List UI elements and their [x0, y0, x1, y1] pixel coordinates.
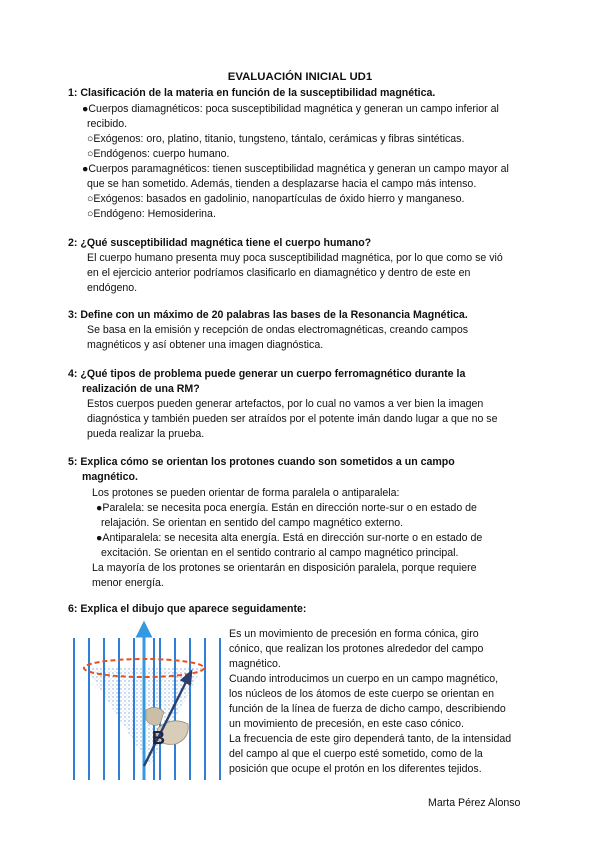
figure-label-b: B [152, 728, 165, 748]
q3-line-2: magnéticos y así obtener una imagen diagnóstica. [87, 339, 324, 351]
q6-line-7: un movimiento de precesión, en este caso cónico. [229, 718, 464, 730]
q1-bullet-paramagnetic: ●Cuerpos paramagnéticos: tienen susceptibilidad magnética y generan un campo mayor al [82, 163, 509, 175]
q5-conclusion-1: La mayoría de los protones se orientarán en disposición paralela, porque requiere [92, 562, 477, 574]
q5-conclusion-2: menor energía. [92, 577, 164, 589]
question-3-heading: 3: Define con un máximo de 20 palabras las bases de la Resonancia Magnética. [68, 309, 468, 321]
q6-line-6: función de la línea de fuerza de dicho campo, describiendo [229, 703, 506, 715]
q6-line-8: La frecuencia de este giro dependerá tanto, de la intensidad [229, 733, 512, 745]
q1-bullet-diamagnetic: ●Cuerpos diamagnéticos: poca susceptibilidad magnética y generan un campo inferior al [82, 103, 499, 115]
q3-line-1: Se basa en la emisión y recepción de ondas electromagnéticas, creando campos [87, 324, 469, 336]
q6-line-1: Es un movimiento de precesión en forma cónica, giro [229, 628, 479, 640]
question-4-heading-cont: realización de una RM? [82, 383, 200, 395]
q4-line-2: diagnóstica y también pueden ser atraídos por el potente imán dando lugar a que no se [87, 413, 498, 425]
q6-line-4: Cuando introducimos un cuerpo en un campo magnético, [229, 673, 499, 685]
q6-line-3: magnético. [229, 658, 281, 670]
q1-sub-endogenous: ○Endógenos: cuerpo humano. [87, 148, 230, 160]
q6-line-2: cónico, que realizan los protones alrededor del campo [229, 643, 484, 655]
question-5-heading-cont: magnético. [82, 471, 138, 483]
q1-bullet-diamagnetic-cont: recibido. [87, 118, 128, 130]
question-1-heading: 1: Clasificación de la materia en función de la susceptibilidad magnética. [68, 87, 436, 99]
question-6-heading: 6: Explica el dibujo que aparece seguidamente: [68, 603, 307, 615]
q5-antiparallel-cont: excitación. Se orientan en el sentido contrario al campo magnético principal. [101, 547, 459, 559]
q1-sub-exogenous: ○Exógenos: oro, platino, titanio, tungsteno, tántalo, cerámicas y fibras sintéticas. [87, 133, 465, 145]
q5-intro: Los protones se pueden orientar de forma paralela o antiparalela: [92, 487, 400, 499]
page-title: EVALUACIÓN INICIAL UD1 [227, 71, 373, 83]
q2-line-2: en el ejercicio anterior podríamos clasificarlo en diamagnético y dentro de este en [87, 267, 471, 279]
q2-line-3: endógeno. [87, 282, 138, 294]
q6-line-10: posición que ocupe el protón en los diferentes tejidos. [229, 763, 482, 775]
q6-line-9: del campo al que el cuerpo esté sometido, como de la [229, 748, 483, 760]
author-name: Marta Pérez Alonso [428, 797, 521, 809]
q1-sub-endogenous-2: ○Endógeno: Hemosiderina. [87, 208, 216, 220]
q6-line-5: los núcleos de los átomos de este cuerpo se orientan en [229, 688, 495, 700]
q4-line-1: Estos cuerpos pueden generar artefactos, por lo cual no vamos a ver bien la imagen [87, 398, 484, 410]
precession-figure [60, 620, 225, 780]
q5-parallel: ●Paralela: se necesita poca energía. Están en dirección norte-sur o en estado de [96, 502, 477, 514]
q1-bullet-paramagnetic-cont: que se han sometido. Además, tienden a desplazarse hacia el campo más intenso. [87, 178, 477, 190]
question-2-heading: 2: ¿Qué susceptibilidad magnética tiene el cuerpo humano? [68, 237, 372, 249]
question-5-heading: 5: Explica cómo se orientan los protones cuando son sometidos a un campo [68, 456, 455, 468]
q4-line-3: pueda realizar la prueba. [87, 428, 205, 440]
q1-sub-exogenous-2: ○Exógenos: basados en gadolinio, nanopartículas de óxido hierro y manganeso. [87, 193, 465, 205]
question-4-heading: 4: ¿Qué tipos de problema puede generar un cuerpo ferromagnético durante la [68, 368, 466, 380]
q5-antiparallel: ●Antiparalela: se necesita alta energía. Está en dirección sur-norte o en estado de [96, 532, 483, 544]
q2-line-1: El cuerpo humano presenta muy poca susceptibilidad magnética, por lo que como se vió [87, 252, 503, 264]
q5-parallel-cont: relajación. Se orientan en sentido del campo magnético externo. [101, 517, 404, 529]
